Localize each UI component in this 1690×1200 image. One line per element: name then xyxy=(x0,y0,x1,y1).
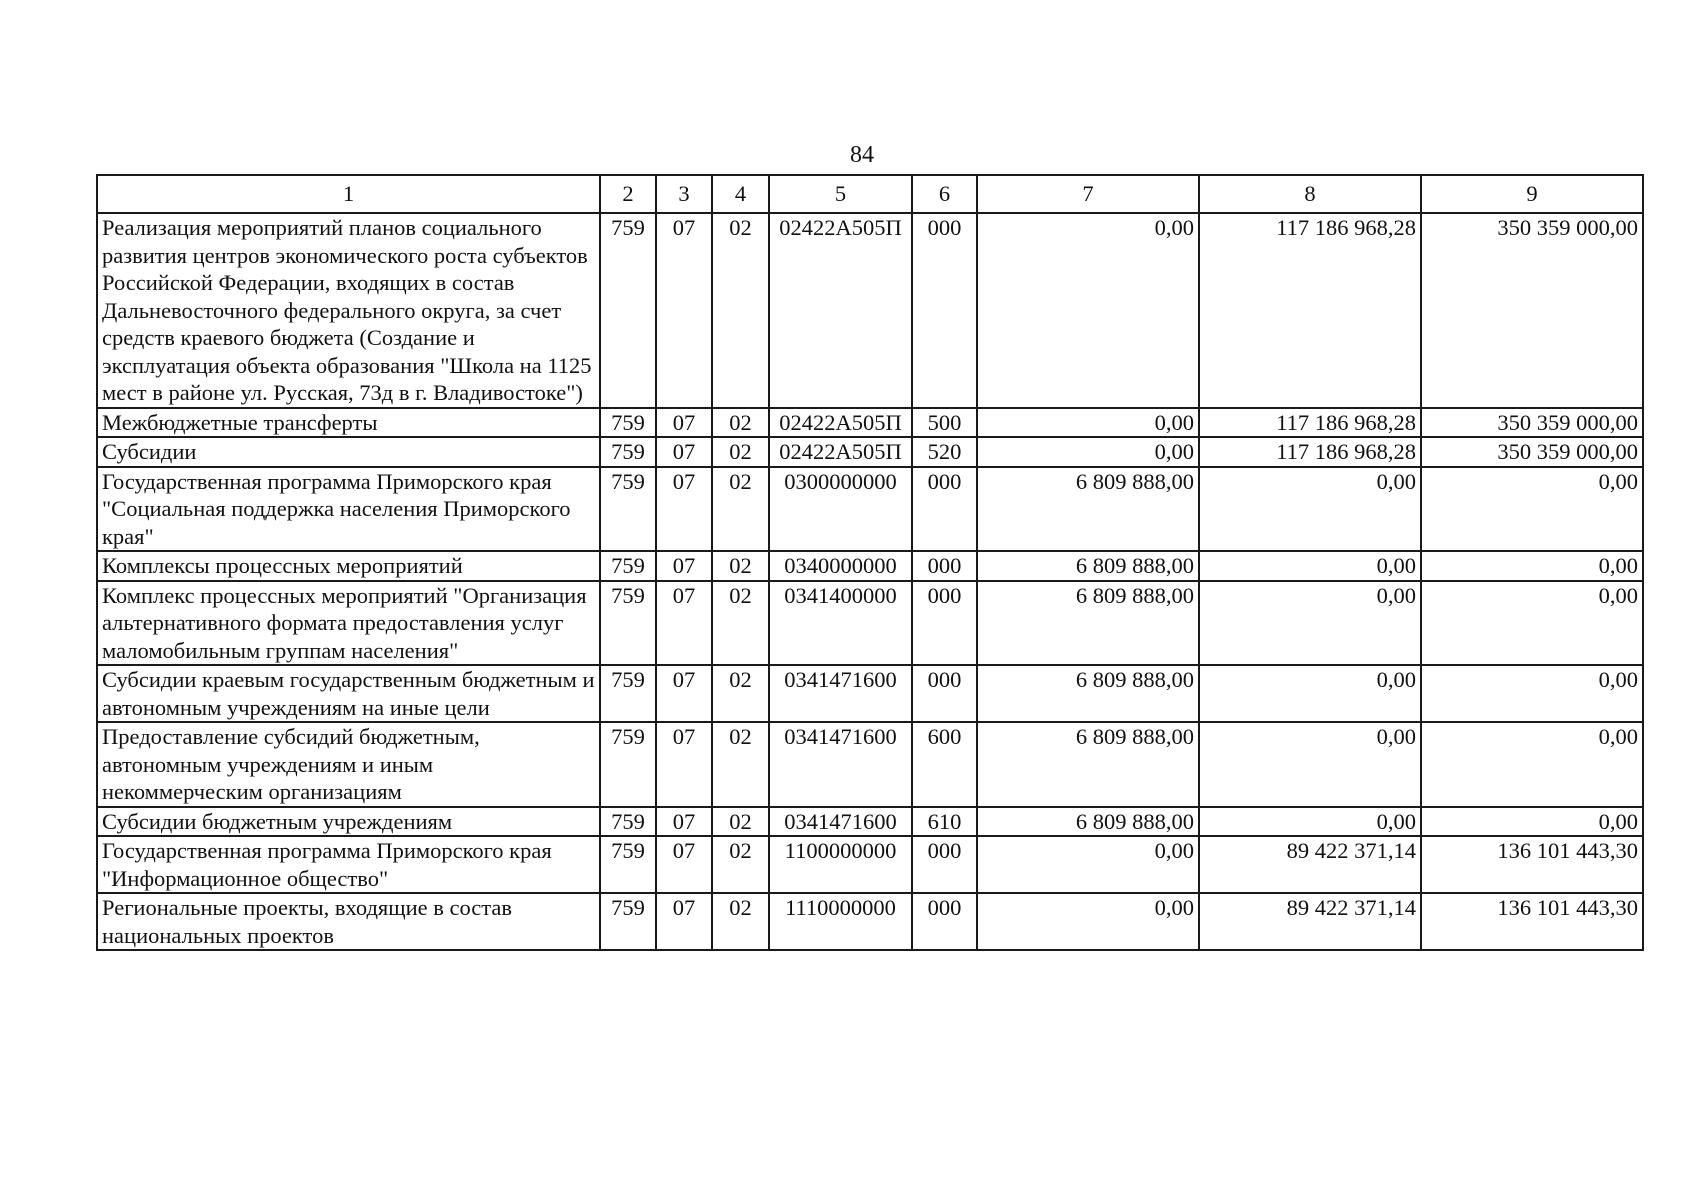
code-cell: 07 xyxy=(656,213,712,408)
code-cell: 000 xyxy=(912,213,977,408)
code-cell: 600 xyxy=(912,722,977,807)
code-cell: 000 xyxy=(912,836,977,893)
amount-cell: 0,00 xyxy=(1199,581,1421,666)
code-cell: 07 xyxy=(656,665,712,722)
code-cell: 07 xyxy=(656,836,712,893)
code-cell: 0340000000 xyxy=(769,551,912,581)
amount-cell: 117 186 968,28 xyxy=(1199,213,1421,408)
amount-cell: 6 809 888,00 xyxy=(977,665,1199,722)
table-row xyxy=(97,665,1643,722)
item-name: Межбюджетные трансферты xyxy=(97,408,600,438)
table-row xyxy=(97,807,1643,837)
amount-cell: 0,00 xyxy=(977,893,1199,950)
code-cell: 02 xyxy=(712,581,769,666)
amount-cell: 6 809 888,00 xyxy=(977,581,1199,666)
amount-cell: 0,00 xyxy=(1421,722,1643,807)
code-cell: 759 xyxy=(600,551,656,581)
code-cell: 520 xyxy=(912,437,977,467)
code-cell: 759 xyxy=(600,893,656,950)
code-cell: 759 xyxy=(600,836,656,893)
amount-cell: 0,00 xyxy=(1199,665,1421,722)
item-name: Реализация мероприятий планов социального развития центров экономического роста субъектов Российской Федерации, входящих в состав Дальневосточного федерального округа, за счет средств краевого бюджета (Создание и эксплуатация объекта образования "Школа на 1125 мест в районе ул. Русская, 73д в г. Владивостоке") xyxy=(97,213,600,408)
code-cell: 759 xyxy=(600,807,656,837)
code-cell: 759 xyxy=(600,467,656,552)
code-cell: 07 xyxy=(656,722,712,807)
amount-cell: 0,00 xyxy=(977,213,1199,408)
table-row xyxy=(97,581,1643,666)
column-header: 6 xyxy=(912,175,977,213)
amount-cell: 0,00 xyxy=(1199,807,1421,837)
table-row xyxy=(97,893,1643,950)
header-row xyxy=(97,175,1643,213)
table-row xyxy=(97,467,1643,552)
code-cell: 000 xyxy=(912,893,977,950)
amount-cell: 6 809 888,00 xyxy=(977,807,1199,837)
amount-cell: 0,00 xyxy=(1421,665,1643,722)
item-name: Субсидии бюджетным учреждениям xyxy=(97,807,600,837)
amount-cell: 117 186 968,28 xyxy=(1199,408,1421,438)
column-header: 3 xyxy=(656,175,712,213)
column-header: 9 xyxy=(1421,175,1643,213)
amount-cell: 136 101 443,30 xyxy=(1421,893,1643,950)
amount-cell: 350 359 000,00 xyxy=(1421,437,1643,467)
code-cell: 02 xyxy=(712,437,769,467)
amount-cell: 0,00 xyxy=(1199,551,1421,581)
code-cell: 0300000000 xyxy=(769,467,912,552)
table-row xyxy=(97,408,1643,438)
column-header: 8 xyxy=(1199,175,1421,213)
code-cell: 07 xyxy=(656,893,712,950)
amount-cell: 0,00 xyxy=(1421,467,1643,552)
column-header: 1 xyxy=(97,175,600,213)
code-cell: 0341400000 xyxy=(769,581,912,666)
code-cell: 000 xyxy=(912,551,977,581)
code-cell: 07 xyxy=(656,551,712,581)
amount-cell: 350 359 000,00 xyxy=(1421,213,1643,408)
amount-cell: 136 101 443,30 xyxy=(1421,836,1643,893)
amount-cell: 0,00 xyxy=(1199,722,1421,807)
code-cell: 02 xyxy=(712,893,769,950)
table-row xyxy=(97,551,1643,581)
item-name: Государственная программа Приморского края "Информационное общество" xyxy=(97,836,600,893)
code-cell: 500 xyxy=(912,408,977,438)
code-cell: 02422А505П xyxy=(769,437,912,467)
code-cell: 07 xyxy=(656,581,712,666)
amount-cell: 0,00 xyxy=(1421,581,1643,666)
code-cell: 02422А505П xyxy=(769,408,912,438)
amount-cell: 89 422 371,14 xyxy=(1199,836,1421,893)
code-cell: 0341471600 xyxy=(769,722,912,807)
item-name: Комплексы процессных мероприятий xyxy=(97,551,600,581)
amount-cell: 0,00 xyxy=(977,408,1199,438)
amount-cell: 0,00 xyxy=(977,836,1199,893)
code-cell: 759 xyxy=(600,665,656,722)
table-row xyxy=(97,437,1643,467)
amount-cell: 0,00 xyxy=(977,437,1199,467)
item-name: Государственная программа Приморского края "Социальная поддержка населения Приморского края" xyxy=(97,467,600,552)
code-cell: 759 xyxy=(600,213,656,408)
code-cell: 07 xyxy=(656,467,712,552)
code-cell: 07 xyxy=(656,408,712,438)
code-cell: 1100000000 xyxy=(769,836,912,893)
amount-cell: 6 809 888,00 xyxy=(977,722,1199,807)
code-cell: 02 xyxy=(712,551,769,581)
table-row xyxy=(97,836,1643,893)
amount-cell: 89 422 371,14 xyxy=(1199,893,1421,950)
column-header: 7 xyxy=(977,175,1199,213)
amount-cell: 6 809 888,00 xyxy=(977,551,1199,581)
item-name: Комплекс процессных мероприятий "Организация альтернативного формата предоставления услуг маломобильным группам населения" xyxy=(97,581,600,666)
column-header: 5 xyxy=(769,175,912,213)
amount-cell: 6 809 888,00 xyxy=(977,467,1199,552)
code-cell: 759 xyxy=(600,722,656,807)
code-cell: 02 xyxy=(712,722,769,807)
column-header: 4 xyxy=(712,175,769,213)
code-cell: 02 xyxy=(712,467,769,552)
amount-cell: 117 186 968,28 xyxy=(1199,437,1421,467)
code-cell: 02422А505П xyxy=(769,213,912,408)
budget-table xyxy=(96,174,1644,951)
code-cell: 000 xyxy=(912,467,977,552)
code-cell: 759 xyxy=(600,437,656,467)
amount-cell: 0,00 xyxy=(1421,807,1643,837)
code-cell: 02 xyxy=(712,807,769,837)
code-cell: 02 xyxy=(712,836,769,893)
code-cell: 02 xyxy=(712,665,769,722)
amount-cell: 0,00 xyxy=(1421,551,1643,581)
code-cell: 07 xyxy=(656,437,712,467)
item-name: Предоставление субсидий бюджетным, автономным учреждениям и иным некоммерческим организациям xyxy=(97,722,600,807)
table-row xyxy=(97,722,1643,807)
item-name: Субсидии краевым государственным бюджетным и автономным учреждениям на иные цели xyxy=(97,665,600,722)
page-number: 84 xyxy=(850,142,874,168)
code-cell: 759 xyxy=(600,408,656,438)
code-cell: 0341471600 xyxy=(769,807,912,837)
code-cell: 759 xyxy=(600,581,656,666)
code-cell: 02 xyxy=(712,213,769,408)
code-cell: 0341471600 xyxy=(769,665,912,722)
item-name: Субсидии xyxy=(97,437,600,467)
column-header: 2 xyxy=(600,175,656,213)
item-name: Региональные проекты, входящие в состав национальных проектов xyxy=(97,893,600,950)
code-cell: 02 xyxy=(712,408,769,438)
amount-cell: 350 359 000,00 xyxy=(1421,408,1643,438)
code-cell: 000 xyxy=(912,581,977,666)
amount-cell: 0,00 xyxy=(1199,467,1421,552)
code-cell: 610 xyxy=(912,807,977,837)
code-cell: 000 xyxy=(912,665,977,722)
table-row xyxy=(97,213,1643,408)
code-cell: 07 xyxy=(656,807,712,837)
code-cell: 1110000000 xyxy=(769,893,912,950)
